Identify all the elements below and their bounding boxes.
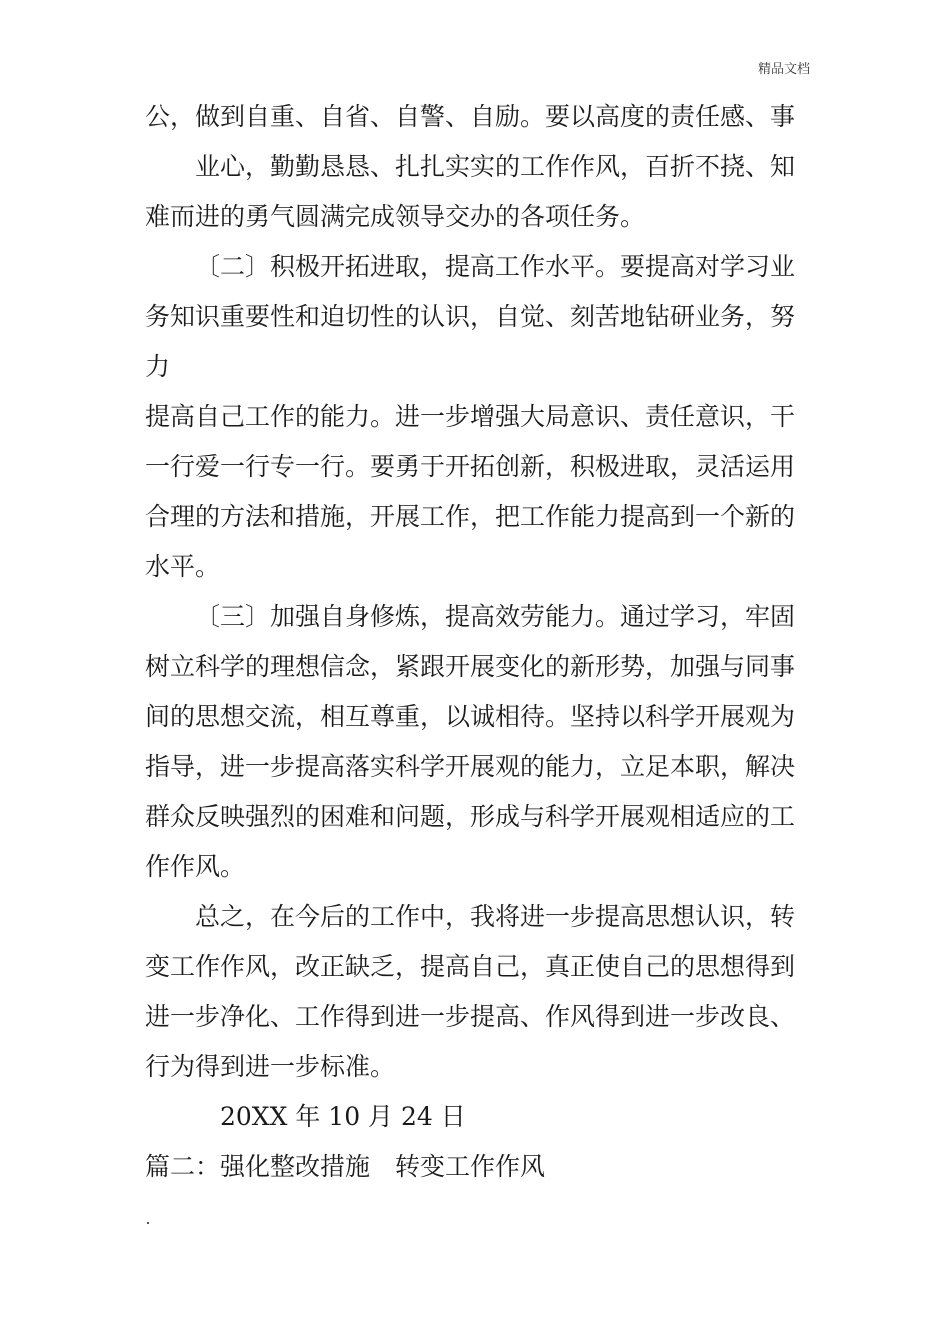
- text-line: 水平。: [145, 552, 221, 581]
- text-line: 作作风。: [145, 852, 246, 881]
- text-line: 力: [145, 352, 171, 381]
- text-line: 业心，勤勤恳恳、扎扎实实的工作作风，百折不挠、知: [195, 152, 796, 181]
- text-line: 总之，在今后的工作中，我将进一步提高思想认识，转: [195, 902, 796, 931]
- text-line: 树立科学的理想信念，紧跟开展变化的新形势，加强与同事: [145, 652, 796, 681]
- text-line: 进一步净化、工作得到进一步提高、作风得到进一步改良、: [145, 1002, 796, 1031]
- text-line: 指导，进一步提高落实科学开展观的能力，立足本职，解决: [145, 752, 796, 781]
- text-line: 难而进的勇气圆满完成领导交办的各项任务。: [145, 202, 646, 231]
- text-line: 间的思想交流，相互尊重，以诚相待。坚持以科学开展观为: [145, 702, 796, 731]
- page-header-label: 精品文档: [757, 62, 810, 77]
- text-line: 务知识重要性和迫切性的认识，自觉、刻苦地钻研业务，努: [145, 302, 796, 331]
- text-line: 公，做到自重、自省、自警、自励。要以高度的责任感、事: [145, 102, 796, 131]
- text-line: 提高自己工作的能力。进一步增强大局意识、责任意识，干: [145, 402, 796, 431]
- page-dot: [147, 1222, 149, 1224]
- section-heading: 篇二：强化整改措施 转变工作作风: [145, 1152, 546, 1181]
- text-line: 行为得到进一步标准。: [145, 1052, 396, 1081]
- text-line: 变工作作风，改正缺乏，提高自己，真正使自己的思想得到: [145, 952, 796, 981]
- text-line: 群众反映强烈的困难和问题，形成与科学开展观相适应的工: [145, 802, 796, 831]
- date-line: 20XX 年 10 月 24 日: [220, 1102, 466, 1131]
- text-line: 〔二〕积极开拓进取，提高工作水平。要提高对学习业: [195, 252, 796, 281]
- text-line: 合理的方法和措施，开展工作，把工作能力提高到一个新的: [145, 502, 796, 531]
- text-line: 一行爱一行专一行。要勇于开拓创新，积极进取，灵活运用: [145, 452, 796, 481]
- text-line: 〔三〕加强自身修炼，提高效劳能力。通过学习，牢固: [195, 602, 796, 631]
